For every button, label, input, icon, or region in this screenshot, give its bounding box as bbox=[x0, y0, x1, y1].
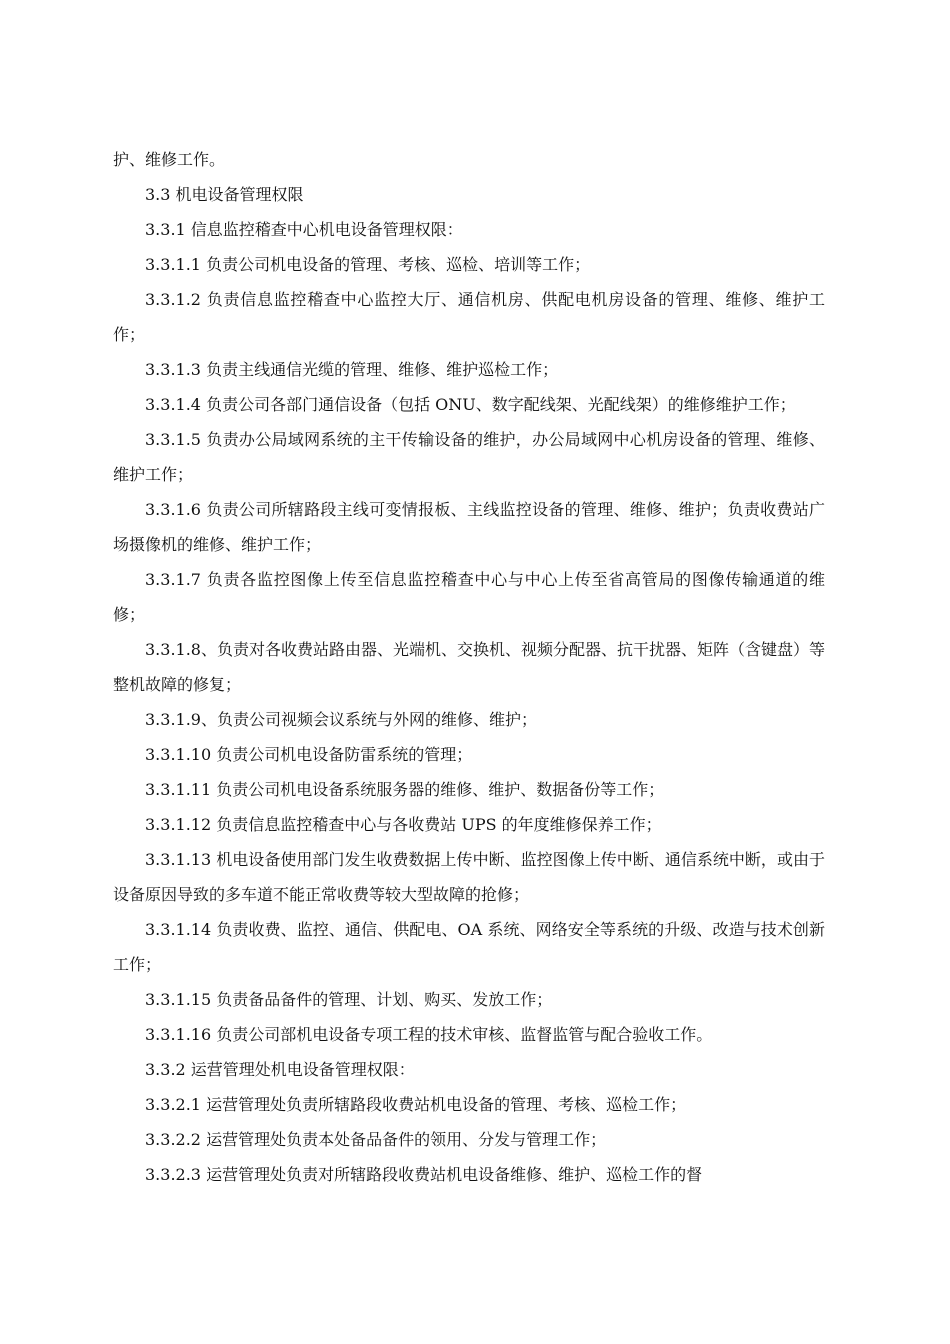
section-heading-3-3: 3.3 机电设备管理权限 bbox=[145, 185, 304, 204]
paragraph-3-3-1-16: 3.3.1.16 负责公司部机电设备专项工程的技术审核、监督监管与配合验收工作。 bbox=[145, 1025, 713, 1044]
paragraph-3-3-1-12: 3.3.1.12 负责信息监控稽查中心与各收费站 UPS 的年度维修保养工作； bbox=[145, 815, 662, 834]
paragraph-3-3-1-6: 3.3.1.6 负责公司所辖路段主线可变情报板、主线监控设备的管理、维修、维护；负责收费站广场摄像机的维修、维护工作； bbox=[113, 500, 825, 554]
paragraph-3-3-2-2: 3.3.2.2 运营管理处负责本处备品备件的领用、分发与管理工作； bbox=[145, 1130, 607, 1149]
paragraph-3-3-1-7: 3.3.1.7 负责各监控图像上传至信息监控稽查中心与中心上传至省高管局的图像传输通道的维修； bbox=[113, 570, 825, 624]
paragraph-3-3-2-1: 3.3.2.1 运营管理处负责所辖路段收费站机电设备的管理、考核、巡检工作； bbox=[145, 1095, 687, 1114]
paragraph-3-3-1-13: 3.3.1.13 机电设备使用部门发生收费数据上传中断、监控图像上传中断、通信系统中断，或由于设备原因导致的多车道不能正常收费等较大型故障的抢修； bbox=[113, 850, 825, 904]
paragraph-3-3-1-5: 3.3.1.5 负责办公局域网系统的主干传输设备的维护，办公局域网中心机房设备的管理、维修、维护工作； bbox=[113, 430, 825, 484]
document-body bbox=[113, 142, 825, 1192]
paragraph-3-3-1-9: 3.3.1.9、负责公司视频会议系统与外网的维修、维护； bbox=[145, 710, 537, 729]
paragraph-3-3-1-4: 3.3.1.4 负责公司各部门通信设备（包括 ONU、数字配线架、光配线架）的维修维护工作； bbox=[145, 395, 796, 414]
paragraph-3-3-1-1: 3.3.1.1 负责公司机电设备的管理、考核、巡检、培训等工作； bbox=[145, 255, 591, 274]
paragraph-3-3-1-14: 3.3.1.14 负责收费、监控、通信、供配电、OA 系统、网络安全等系统的升级、改造与技术创新工作； bbox=[113, 920, 825, 974]
subsection-heading-3-3-1: 3.3.1 信息监控稽查中心机电设备管理权限： bbox=[145, 220, 463, 239]
paragraph-3-3-1-10: 3.3.1.10 负责公司机电设备防雷系统的管理； bbox=[145, 745, 473, 764]
paragraph-continuation: 护、维修工作。 bbox=[113, 150, 226, 169]
paragraph-3-3-1-2: 3.3.1.2 负责信息监控稽查中心监控大厅、通信机房、供配电机房设备的管理、维修、维护工作； bbox=[113, 290, 825, 344]
paragraph-3-3-1-15: 3.3.1.15 负责备品备件的管理、计划、购买、发放工作； bbox=[145, 990, 553, 1009]
paragraph-3-3-1-8: 3.3.1.8、负责对各收费站路由器、光端机、交换机、视频分配器、抗干扰器、矩阵（含键盘）等整机故障的修复； bbox=[113, 640, 825, 694]
subsection-heading-3-3-2: 3.3.2 运营管理处机电设备管理权限： bbox=[145, 1060, 415, 1079]
paragraph-3-3-1-11: 3.3.1.11 负责公司机电设备系统服务器的维修、维护、数据备份等工作； bbox=[145, 780, 665, 799]
paragraph-3-3-1-3: 3.3.1.3 负责主线通信光缆的管理、维修、维护巡检工作； bbox=[145, 360, 559, 379]
paragraph-3-3-2-3: 3.3.2.3 运营管理处负责对所辖路段收费站机电设备维修、维护、巡检工作的督 bbox=[145, 1165, 703, 1184]
